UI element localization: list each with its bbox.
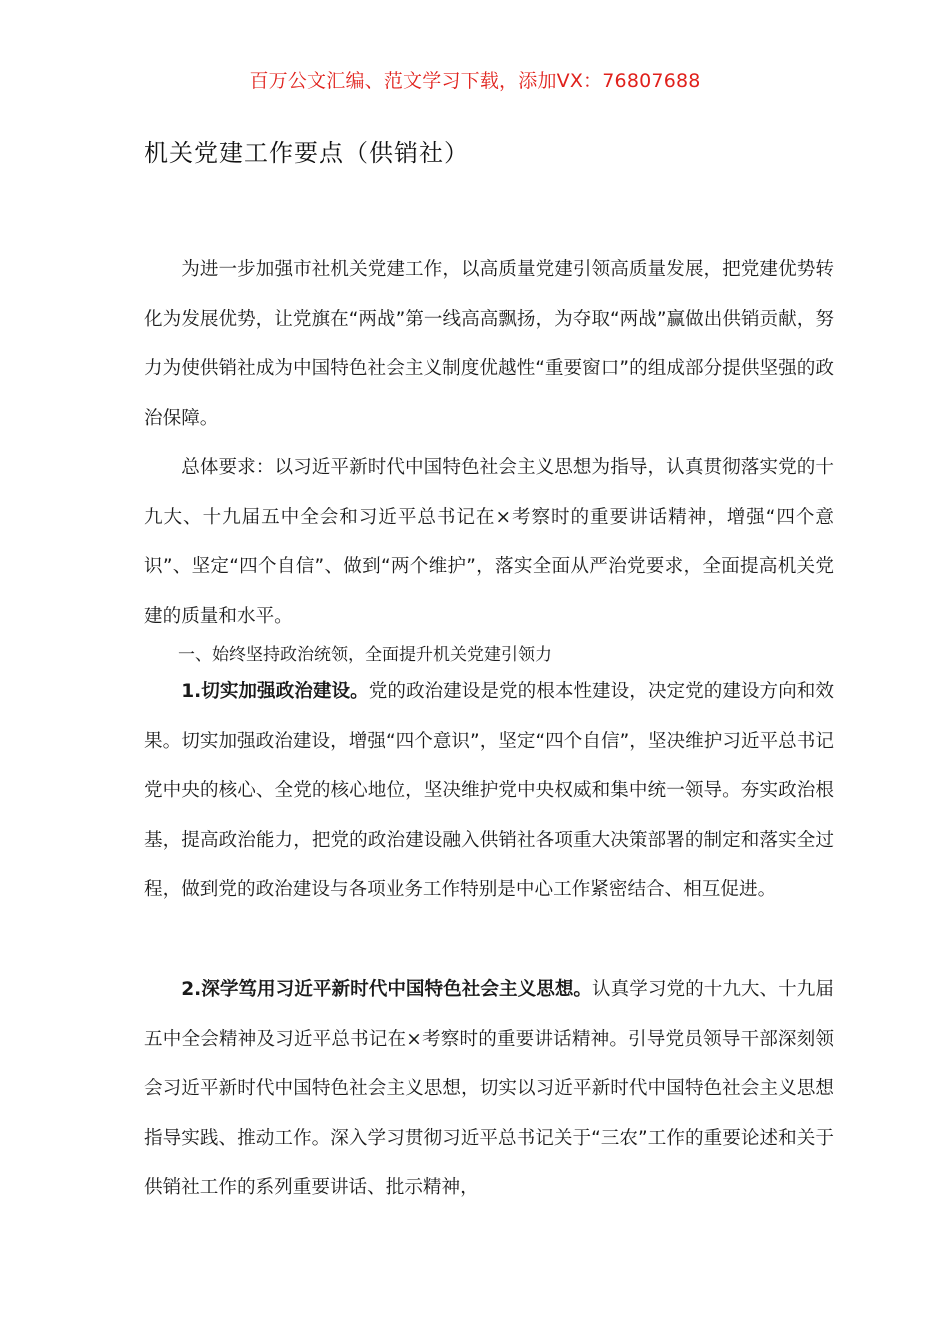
item-2-text: 认真学习党的十九大、十九届五中全会精神及习近平总书记在×考察时的重要讲话精神。引导党员领导干部深刻领会习近平新时代中国特色社会主义思想，切实以习近平新时代中国特色社会主义思想指导实践、推动工作。深入学习贯彻习近平总书记关于“三农”工作的重要论述和关于供销社工作的系列重要讲话、批示精神， bbox=[144, 979, 834, 1198]
section-1-item-2 bbox=[144, 965, 834, 1213]
general-requirements-paragraph: 总体要求：以习近平新时代中国特色社会主义思想为指导，认真贯彻落实党的十九大、十九届五中全会和习近平总书记在×考察时的重要讲话精神，增强“四个意识”、坚定“四个自信”、做到“两个维护”，落实全面从严治党要求，全面提高机关党建的质量和水平。 bbox=[144, 457, 834, 627]
item-2-label: 2.深学笃用习近平新时代中国特色社会主义思想。 bbox=[181, 979, 593, 1000]
item-2-paragraph bbox=[144, 965, 834, 1213]
intro-paragraph: 为进一步加强市社机关党建工作，以高质量党建引领高质量发展，把党建优势转化为发展优势，让党旗在“两战”第一线高高飘扬，为夺取“两战”赢做出供销贡献，努力为使供销社成为中国特色社会主义制度优越性“重要窗口”的组成部分提供坚强的政治保障。 bbox=[144, 259, 834, 429]
section-1 bbox=[144, 642, 834, 668]
section-1-heading: 一、始终坚持政治统领，全面提升机关党建引领力 bbox=[178, 645, 552, 665]
item-1-label: 1.切实加强政治建设。 bbox=[181, 681, 369, 702]
item-1-text: 党的政治建设是党的根本性建设，决定党的建设方向和效果。切实加强政治建设，增强“四个意识”，坚定“四个自信”，坚决维护习近平总书记党中央的核心、全党的核心地位，坚决维护党中央权威和集中统一领导。夯实政治根基，提高政治能力，把党的政治建设融入供销社各项重大决策部署的制定和落实全过程，做到党的政治建设与各项业务工作特别是中心工作紧密结合、相互促进。 bbox=[144, 681, 834, 900]
document-title: 机关党建工作要点（供销社） bbox=[144, 139, 469, 167]
watermark-banner: 百万公文汇编、范文学习下载，添加VX：76807688 bbox=[249, 70, 701, 92]
item-1-paragraph bbox=[144, 667, 834, 915]
section-1-item-1 bbox=[144, 667, 834, 915]
document-body bbox=[144, 245, 834, 641]
